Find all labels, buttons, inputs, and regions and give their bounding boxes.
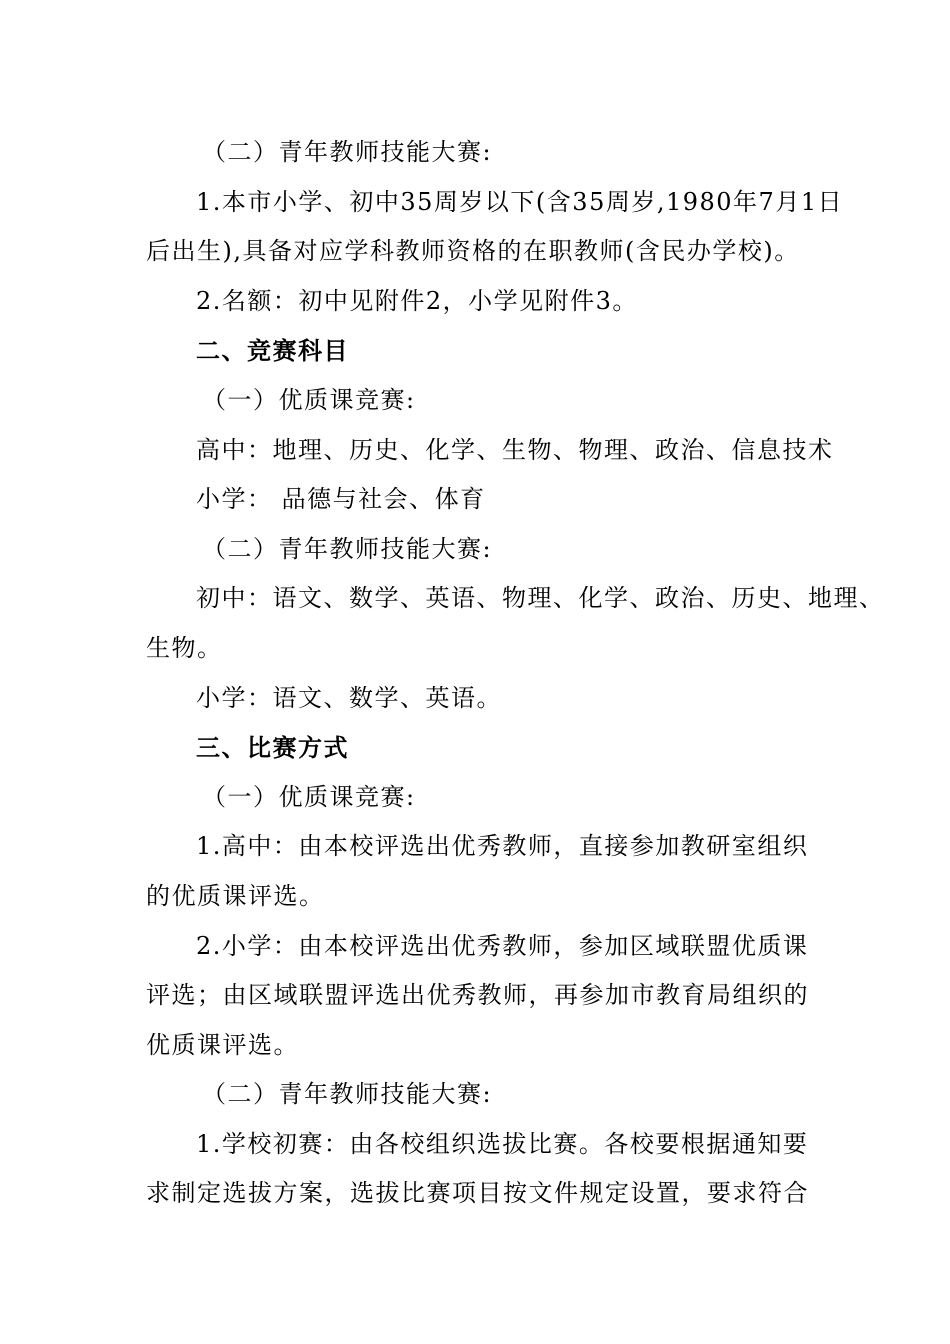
subsection-heading: （一）优质课竞赛:	[202, 782, 416, 811]
paragraph-line: 生物。	[146, 633, 223, 662]
section-heading: 二、竞赛科目	[196, 336, 349, 366]
paragraph-line: 1.本市小学、初中35周岁以下(含35周岁,1980年7月1日	[196, 187, 844, 216]
subsection-heading: （二）青年教师技能大赛:	[202, 138, 493, 166]
subsection-heading: （一）优质课竞赛:	[202, 385, 416, 414]
paragraph-line: 后出生),具备对应学科教师资格的在职教师(含民办学校)。	[146, 237, 800, 266]
paragraph-line: 2.小学：由本校评选出优秀教师，参加区域联盟优质课	[196, 931, 809, 960]
paragraph-line: 小学： 品德与社会、体育	[196, 485, 486, 514]
paragraph-line: 优质课评选。	[146, 1030, 299, 1059]
paragraph-line: 高中：地理、历史、化学、生物、物理、政治、信息技术	[196, 435, 834, 464]
paragraph-line: 评选；由区域联盟评选出优秀教师，再参加市教育局组织的	[146, 981, 809, 1010]
paragraph-line: 1.高中：由本校评选出优秀教师，直接参加教研室组织	[196, 832, 809, 861]
paragraph-line: 的优质课评选。	[146, 881, 325, 910]
section-heading: 三、比赛方式	[196, 733, 349, 763]
paragraph-line: 2.名额：初中见附件2，小学见附件3。	[196, 286, 638, 315]
subsection-heading: （二）青年教师技能大赛:	[202, 1080, 493, 1109]
paragraph-line: 小学：语文、数学、英语。	[196, 683, 502, 712]
document-body	[146, 128, 885, 1219]
paragraph-line: 求制定选拔方案，选拔比赛项目按文件规定设置，要求符合	[146, 1179, 809, 1208]
subsection-heading: （二）青年教师技能大赛:	[202, 534, 493, 563]
paragraph-line: 1.学校初赛：由各校组织选拔比赛。各校要根据通知要	[196, 1129, 809, 1158]
paragraph-line: 初中：语文、数学、英语、物理、化学、政治、历史、地理、	[196, 584, 885, 613]
